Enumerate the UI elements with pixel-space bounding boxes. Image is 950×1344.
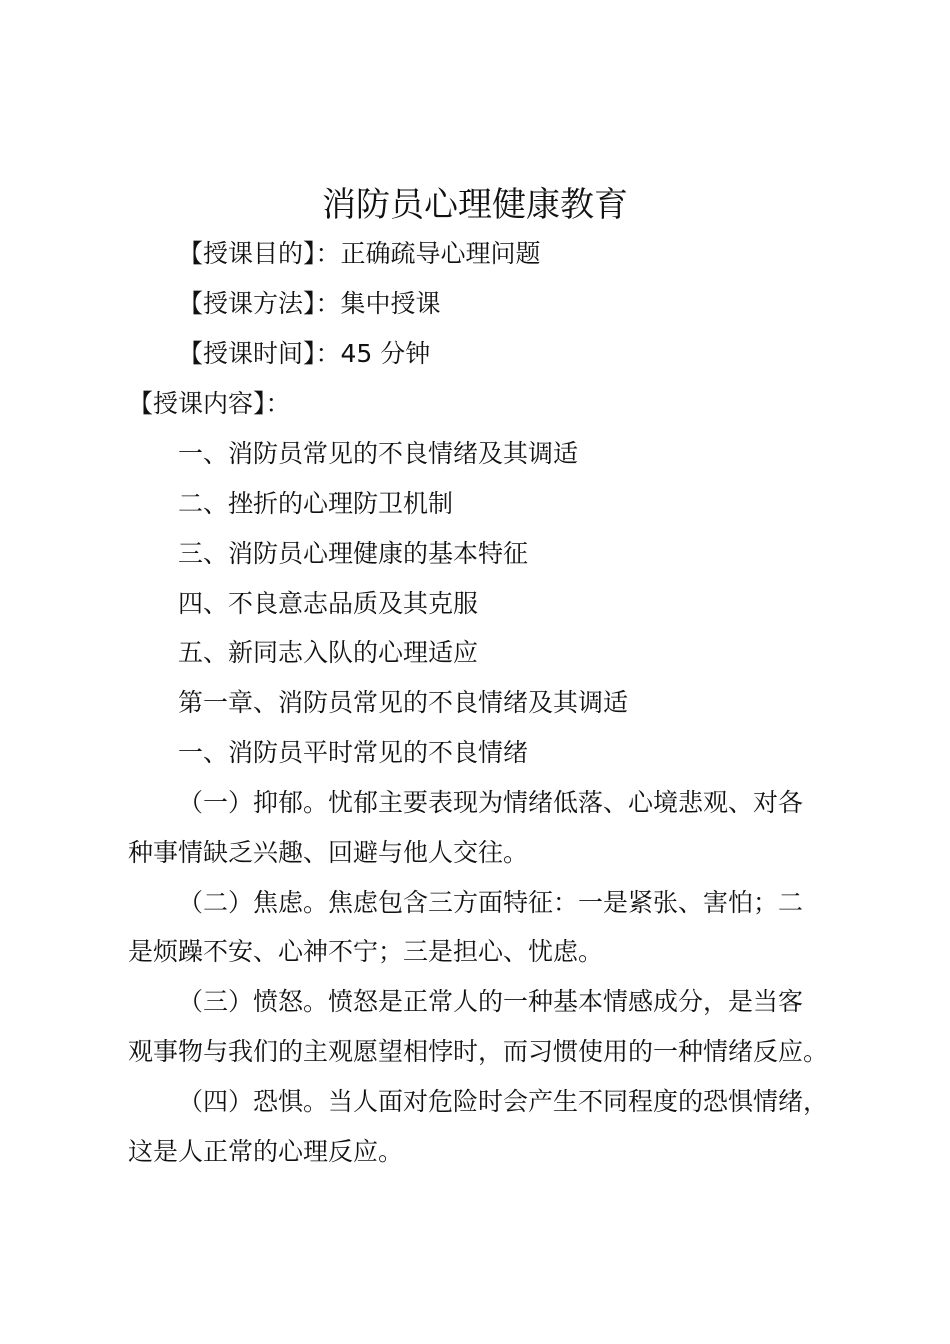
outline-item: 三、消防员心理健康的基本特征 bbox=[178, 539, 529, 568]
paragraph-fear-line2: 这是人正常的心理反应。 bbox=[128, 1137, 404, 1166]
outline-item: 四、不良意志品质及其克服 bbox=[178, 589, 479, 618]
content-heading: 【授课内容】： bbox=[128, 389, 291, 418]
meta-purpose: 【授课目的】：正确疏导心理问题 bbox=[178, 239, 541, 268]
section-title: 一、消防员平时常见的不良情绪 bbox=[178, 738, 529, 767]
document-title: 消防员心理健康教育 bbox=[322, 185, 628, 225]
paragraph-depression-line2: 种事情缺乏兴趣、回避与他人交往。 bbox=[128, 838, 529, 867]
outline-item: 一、消防员常见的不良情绪及其调适 bbox=[178, 439, 579, 468]
outline-item: 五、新同志入队的心理适应 bbox=[178, 638, 479, 667]
meta-method: 【授课方法】：集中授课 bbox=[178, 289, 441, 318]
paragraph-anxiety-line1: （二）焦虑。焦虑包含三方面特征：一是紧张、害怕；二 bbox=[178, 888, 804, 917]
paragraph-anxiety-line2: 是烦躁不安、心神不宁；三是担心、忧虑。 bbox=[128, 937, 604, 966]
chapter-title: 第一章、消防员常见的不良情绪及其调适 bbox=[178, 688, 629, 717]
outline-item: 二、挫折的心理防卫机制 bbox=[178, 489, 454, 518]
paragraph-depression-line1: （一）抑郁。忧郁主要表现为情绪低落、心境悲观、对各 bbox=[178, 788, 804, 817]
paragraph-fear-line1: （四）恐惧。当人面对危险时会产生不同程度的恐惧情绪， bbox=[178, 1087, 829, 1116]
paragraph-anger-line2: 观事物与我们的主观愿望相悖时，而习惯使用的一种情绪反应。 bbox=[128, 1037, 829, 1066]
paragraph-anger-line1: （三）愤怒。愤怒是正常人的一种基本情感成分，是当客 bbox=[178, 987, 804, 1016]
meta-duration: 【授课时间】：45 分钟 bbox=[178, 339, 431, 368]
